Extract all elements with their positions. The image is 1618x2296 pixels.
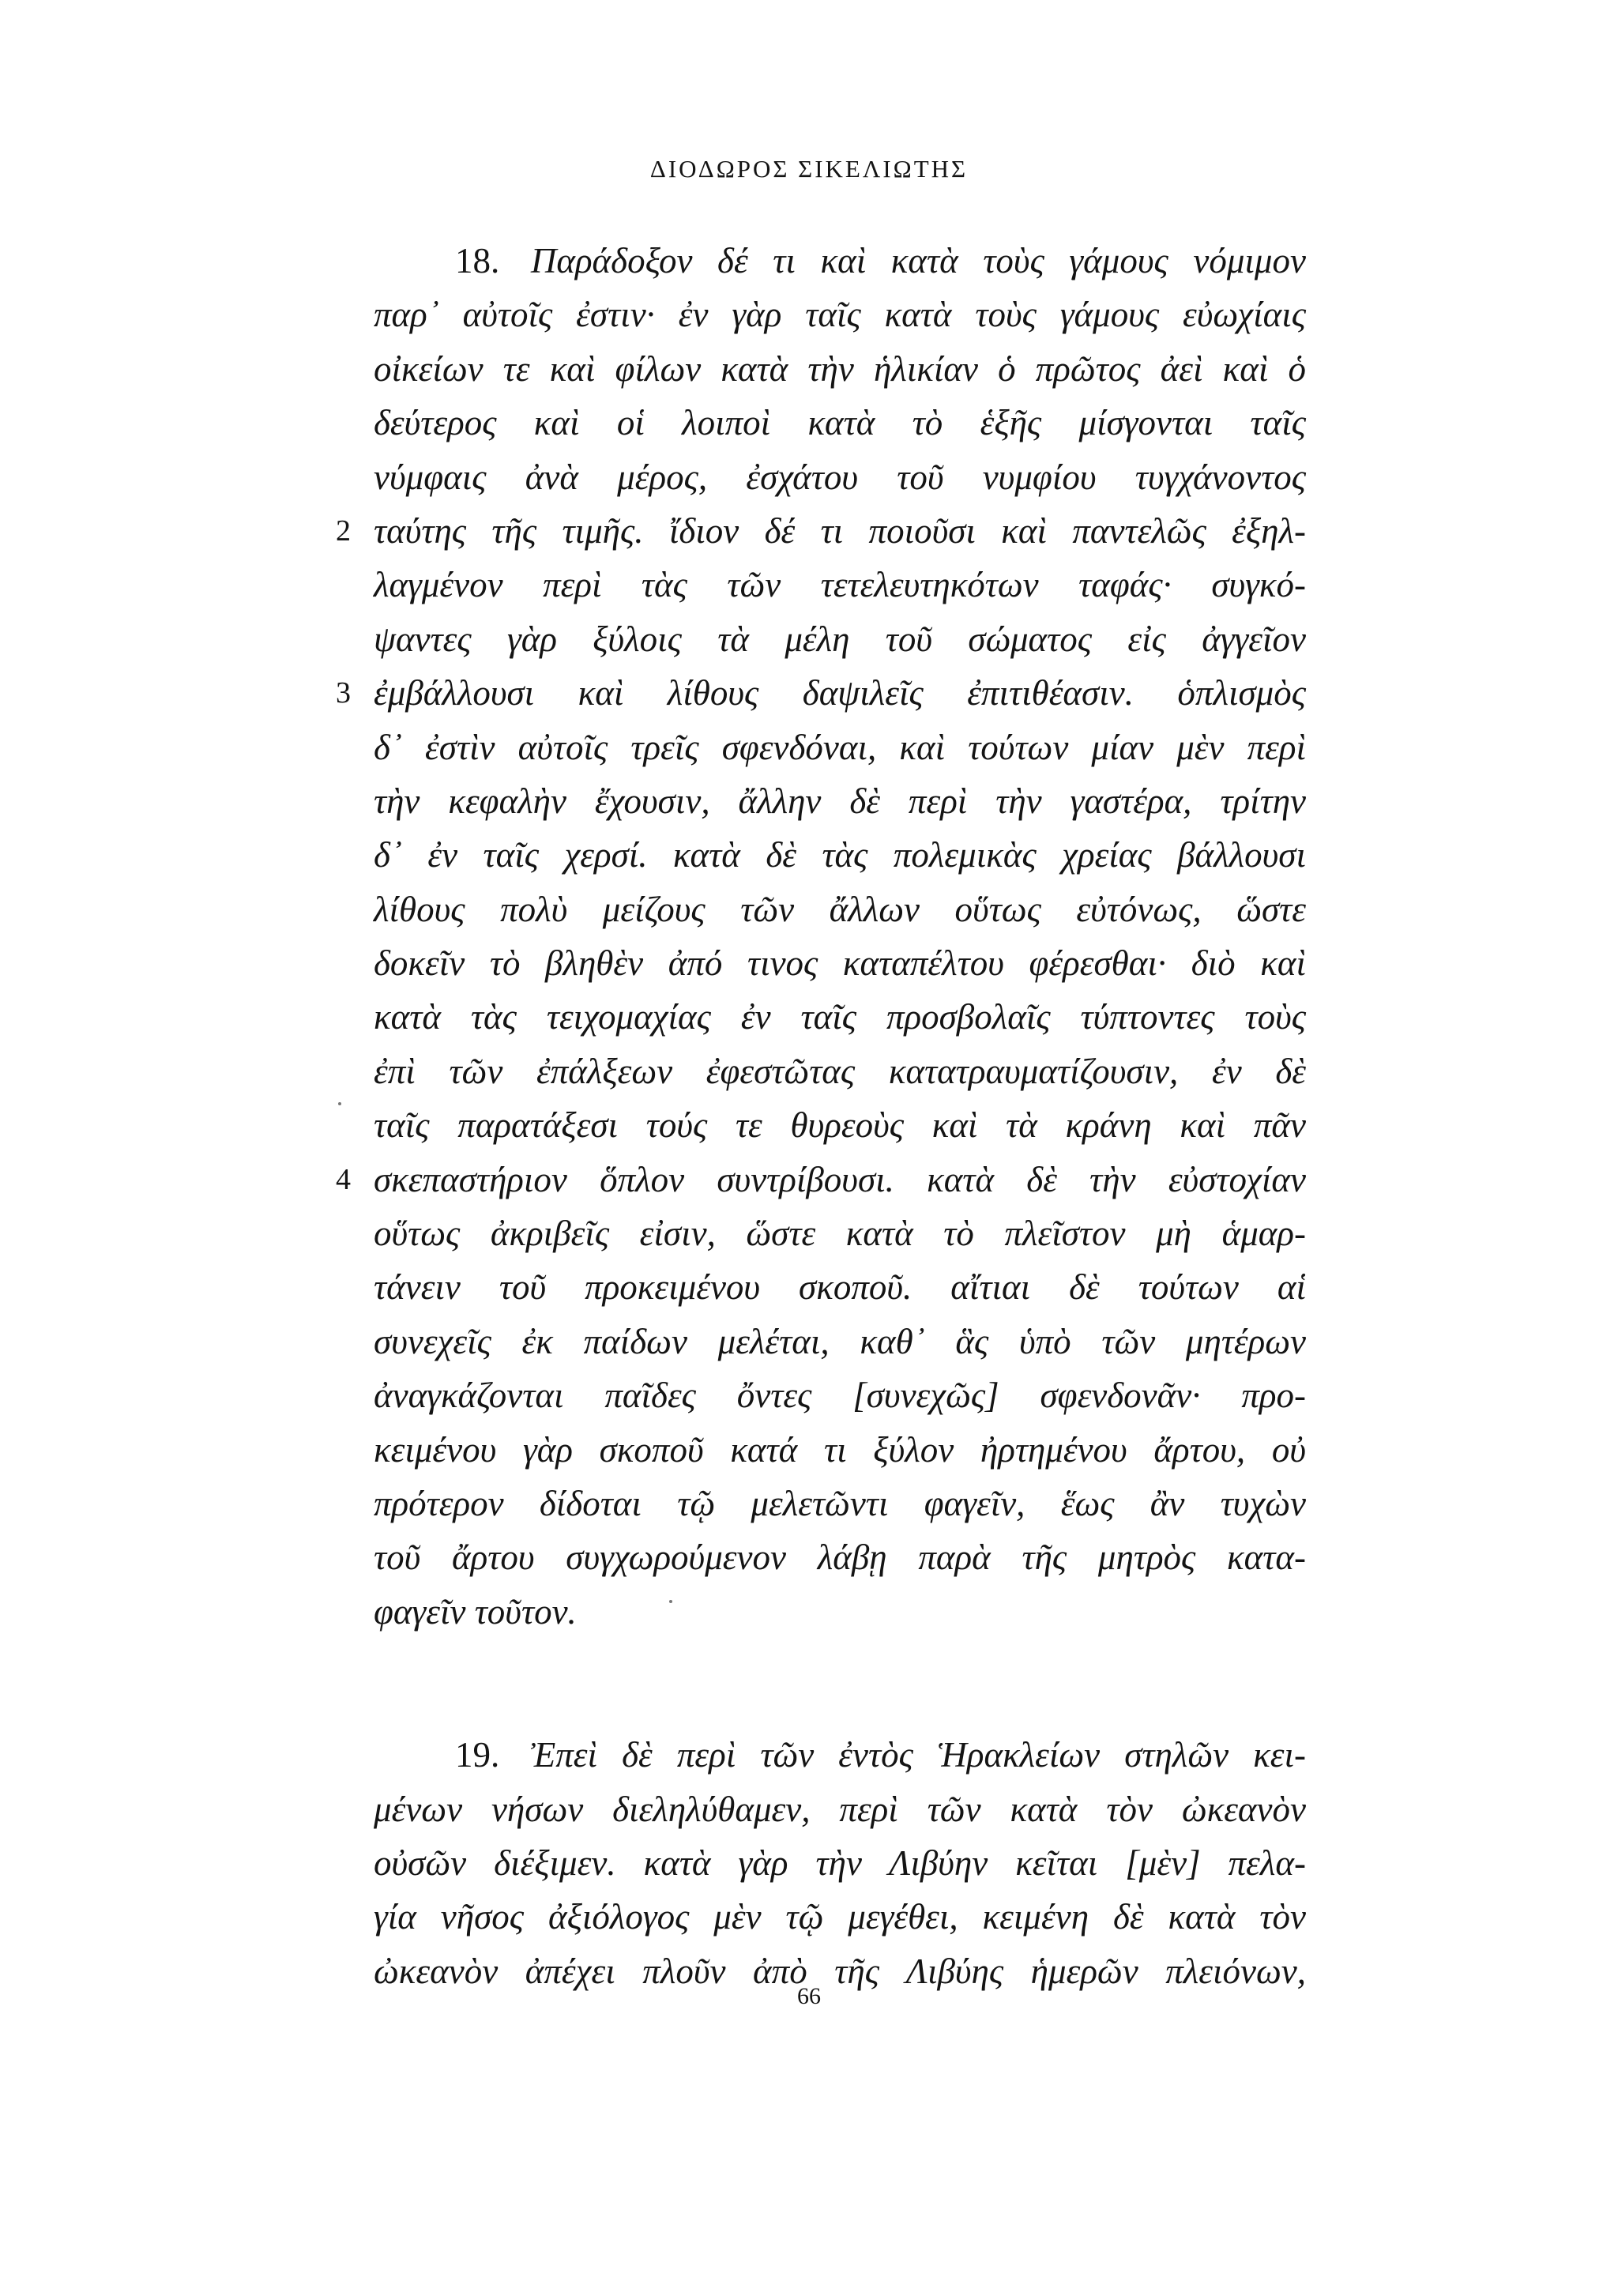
text-line <box>374 1890 1306 1944</box>
text-line <box>374 721 1306 774</box>
text-line <box>374 1423 1306 1477</box>
line-text: ἐμβάλλουσι καὶ λίθους δαψιλεῖς ἐπιτιθέασιν. ὁπλισμὸς <box>374 673 1306 713</box>
margin-subsection-number: 4 <box>336 1162 351 1196</box>
running-head: ΔΙΟΔΩΡΟΣ ΣΙΚΕΛΙΩΤΗΣ <box>649 155 969 183</box>
scan-speck <box>338 1102 341 1105</box>
line-text: γία νῆσος ἀξιόλογος μὲν τῷ μεγέθει, κειμένη δὲ κατὰ τὸν <box>374 1897 1306 1937</box>
text-line <box>374 828 1306 882</box>
text-line <box>374 1044 1306 1098</box>
line-text: οὐσῶν διέξιμεν. κατὰ γὰρ τὴν Λιβύην κεῖται [μὲν] πελα- <box>374 1842 1306 1883</box>
text-line <box>374 1098 1306 1152</box>
line-text: συνεχεῖς ἐκ παίδων μελέται, καθ᾽ ἃς ὑπὸ τῶν μητέρων <box>374 1321 1306 1361</box>
text-line <box>374 396 1306 450</box>
line-text: τὴν κεφαλὴν ἔχουσιν, ἄλλην δὲ περὶ τὴν γαστέρα, τρίτην <box>374 781 1306 821</box>
text-line <box>374 883 1306 936</box>
line-text: δοκεῖν τὸ βληθὲν ἀπό τινος καταπέλτου φέρεσθαι· διὸ καὶ <box>374 943 1306 984</box>
line-text: ταύτης τῆς τιμῆς. ἴδιον δέ τι ποιοῦσι καὶ παντελῶς ἐξηλ- <box>374 510 1306 551</box>
page-number: 66 <box>797 1983 821 2009</box>
line-text: δ᾽ ἐστὶν αὐτοῖς τρεῖς σφενδόναι, καὶ τούτων μίαν μὲν περὶ <box>374 727 1306 767</box>
line-text: οὕτως ἀκριβεῖς εἰσιν, ὥστε κατὰ τὸ πλεῖστον μὴ ἁμαρ- <box>374 1214 1306 1254</box>
line-text: πρότερον δίδοται τῷ μελετῶντι φαγεῖν, ἕως ἂν τυχὼν <box>374 1483 1306 1523</box>
text-line <box>374 774 1306 828</box>
line-text: τοῦ ἄρτου συγχωρούμενον λάβῃ παρὰ τῆς μητρὸς κατα- <box>374 1538 1306 1578</box>
text-line <box>374 1530 1306 1584</box>
line-text: δ᾽ ἐν ταῖς χερσί. κατὰ δὲ τὰς πολεμικὰς χρείας βάλλουσι <box>374 835 1306 875</box>
text-line <box>374 1836 1306 1890</box>
margin-subsection-number: 2 <box>336 514 351 548</box>
line-text: νύμφαις ἀνὰ μέρος, ἐσχάτου τοῦ νυμφίου τυγχάνοντος <box>374 457 1306 497</box>
line-text: κειμένου γὰρ σκοποῦ κατά τι ξύλον ἠρτημένου ἄρτου, οὐ <box>374 1429 1306 1470</box>
line-text: λαγμένον περὶ τὰς τῶν τετελευτηκότων ταφάς· συγκό- <box>374 565 1306 605</box>
text-line <box>374 1585 1306 1639</box>
text-line <box>336 1153 1306 1206</box>
line-text: σκεπαστήριον ὅπλον συντρίβουσι. κατὰ δὲ τὴν εὐστοχίαν <box>374 1159 1306 1199</box>
line-text: Παράδοξον δέ τι καὶ κατὰ τοὺς γάμους νόμιμον <box>530 241 1306 280</box>
text-line <box>336 504 1306 558</box>
line-text: φαγεῖν τοῦτον. <box>374 1591 577 1632</box>
line-text: δεύτερος καὶ οἱ λοιποὶ κατὰ τὸ ἑξῆς μίσγονται ταῖς <box>374 403 1306 443</box>
text-line <box>374 234 1306 288</box>
text-line <box>374 1315 1306 1368</box>
section-number: 18. <box>455 241 500 280</box>
line-text: ἐπὶ τῶν ἐπάλξεων ἐφεστῶτας κατατραυματίζουσιν, ἐν δὲ <box>374 1051 1306 1091</box>
text-line <box>374 612 1306 666</box>
text-line <box>336 666 1306 720</box>
line-text: Ἐπεὶ δὲ περὶ τῶν ἐντὸς Ἡρακλείων στηλῶν κει- <box>530 1735 1307 1775</box>
text-line <box>374 288 1306 341</box>
paragraph-gap <box>374 1639 1306 1728</box>
line-text: ψαντες γὰρ ξύλοις τὰ μέλη τοῦ σώματος εἰς ἀγγεῖον <box>374 619 1306 659</box>
text-line <box>374 1782 1306 1836</box>
text-line <box>374 558 1306 612</box>
line-text: ὠκεανὸν ἀπέχει πλοῦν ἀπὸ τῆς Λιβύης ἡμερῶν πλειόνων, <box>374 1951 1306 1991</box>
line-text: τάνειν τοῦ προκειμένου σκοποῦ. αἴτιαι δὲ τούτων αἱ <box>374 1267 1306 1308</box>
text-line <box>374 936 1306 990</box>
margin-subsection-number: 3 <box>336 676 351 710</box>
text-line <box>374 1260 1306 1314</box>
line-text: ταῖς παρατάξεσι τούς τε θυρεοὺς καὶ τὰ κράνη καὶ πᾶν <box>374 1105 1306 1146</box>
text-line <box>374 990 1306 1044</box>
text-line <box>374 1728 1306 1782</box>
text-line <box>374 1368 1306 1422</box>
text-line <box>374 1206 1306 1260</box>
section-number: 19. <box>455 1735 500 1775</box>
line-text: οἰκείων τε καὶ φίλων κατὰ τὴν ἡλικίαν ὁ πρῶτος ἀεὶ καὶ ὁ <box>374 348 1306 389</box>
text-line <box>374 342 1306 396</box>
line-text: κατὰ τὰς τειχομαχίας ἐν ταῖς προσβολαῖς τύπτοντες τοὺς <box>374 997 1306 1037</box>
text-line <box>374 450 1306 504</box>
line-text: παρ᾽ αὐτοῖς ἐστιν· ἐν γὰρ ταῖς κατὰ τοὺς γάμους εὐωχίαις <box>374 295 1306 335</box>
line-text: ἀναγκάζονται παῖδες ὄντες [συνεχῶς] σφενδονᾶν· προ- <box>374 1376 1306 1416</box>
line-text: μένων νήσων διεληλύθαμεν, περὶ τῶν κατὰ τὸν ὠκεανὸν <box>374 1789 1306 1829</box>
scan-speck <box>669 1600 672 1603</box>
text-line <box>374 1477 1306 1530</box>
text-column <box>336 234 1307 1998</box>
line-text: λίθους πολὺ μείζους τῶν ἄλλων οὕτως εὐτόνως, ὥστε <box>374 889 1306 929</box>
